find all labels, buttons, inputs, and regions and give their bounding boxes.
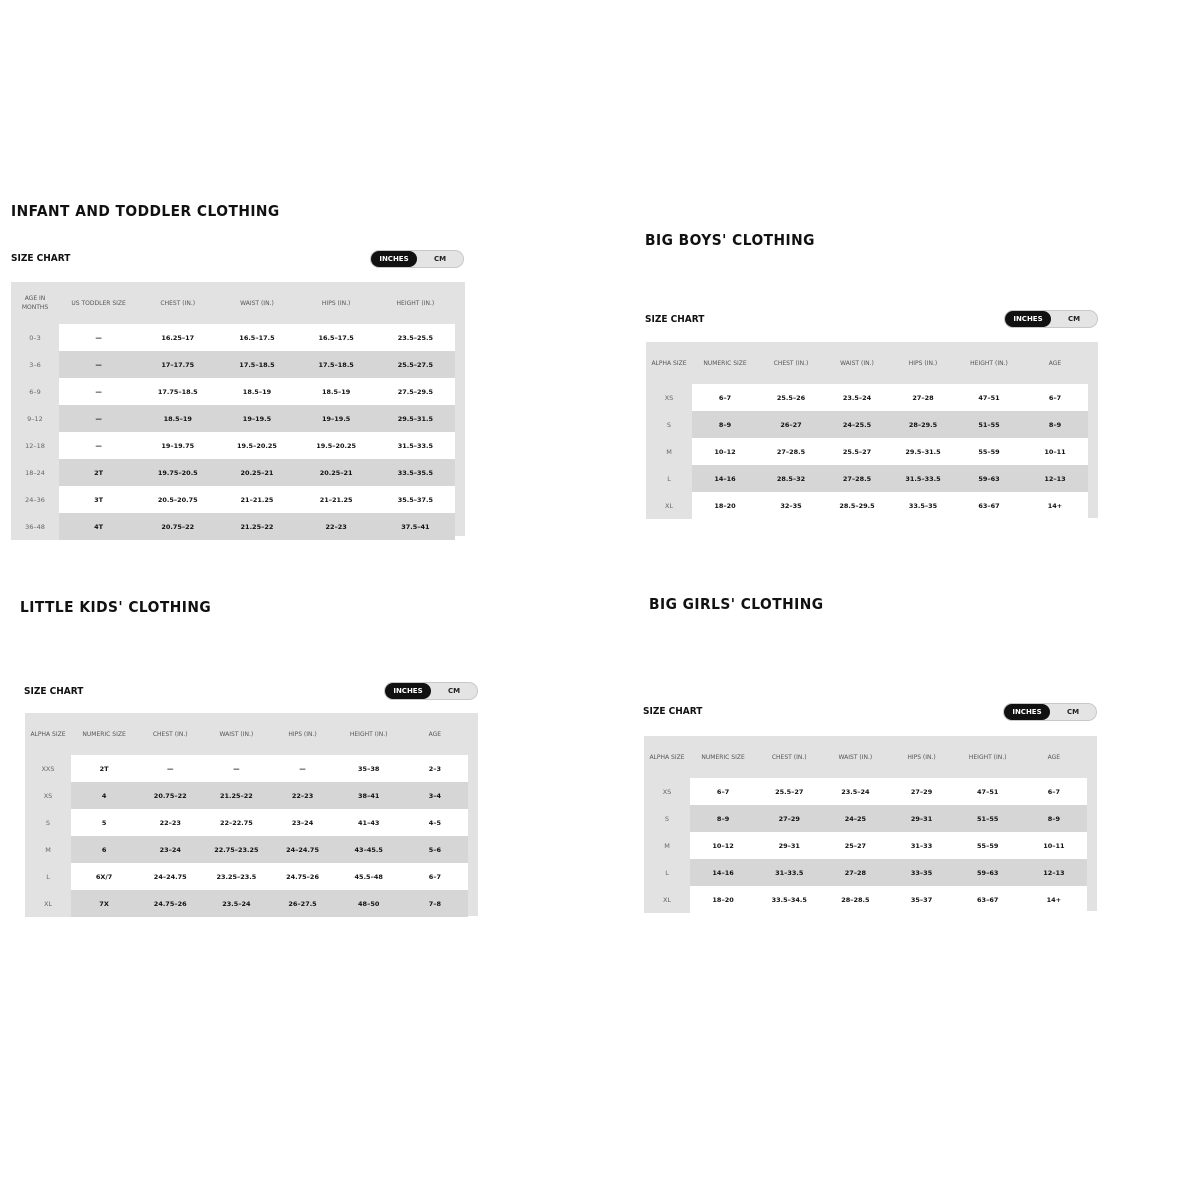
table-cell: 10–11 (1022, 438, 1088, 465)
table-cell: 23.25–23.5 (203, 863, 269, 890)
column-header: NUMERIC SIZE (701, 753, 745, 761)
table-cell: 23–24 (269, 809, 335, 836)
table-row (644, 886, 1087, 913)
table-cell: 6–7 (1022, 384, 1088, 411)
table-cell: 29–31 (756, 832, 822, 859)
table-cell: 19.5–20.25 (217, 432, 296, 459)
size-table-grid (25, 713, 468, 917)
table-cell: 25.5–27.5 (376, 351, 455, 378)
table-cell: 43–45.5 (336, 836, 402, 863)
inches-option[interactable]: INCHES (1005, 311, 1051, 327)
table-cell: 19–19.5 (297, 405, 376, 432)
table-cell: 59–63 (955, 859, 1021, 886)
table-cell: 24–24.75 (269, 836, 335, 863)
table-cell: 23.5–25.5 (376, 324, 455, 351)
row-label-cell: XS (646, 384, 692, 411)
column-header: WAIST (IN.) (219, 730, 254, 738)
column-header: CHEST (IN.) (152, 730, 188, 738)
table-cell: 22.75–23.25 (203, 836, 269, 863)
column-header: AGE (428, 730, 442, 738)
table-cell: 29–31 (888, 805, 954, 832)
table-cell: 37.5–41 (376, 513, 455, 540)
table-cell: 27–28.5 (758, 438, 824, 465)
table-cell: — (59, 351, 138, 378)
size-table (11, 282, 465, 536)
table-cell: 21–21.25 (297, 486, 376, 513)
size-table-grid (11, 282, 455, 540)
table-cell: 45.5–48 (336, 863, 402, 890)
table-cell: 18–20 (692, 492, 758, 519)
table-cell: 6X/7 (71, 863, 137, 890)
column-header: HEIGHT (IN.) (396, 299, 435, 307)
table-cell: 41–43 (336, 809, 402, 836)
table-cell: 12–13 (1021, 859, 1087, 886)
table-cell: 24–24.75 (137, 863, 203, 890)
cm-option[interactable]: CM (1066, 708, 1080, 716)
table-cell: 33.5–35.5 (376, 459, 455, 486)
row-label-cell: M (644, 832, 690, 859)
table-row (11, 378, 455, 405)
table-cell: — (59, 324, 138, 351)
table-cell: 10–12 (692, 438, 758, 465)
table-cell: 31.5–33.5 (376, 432, 455, 459)
table-cell: 27.5–29.5 (376, 378, 455, 405)
size-table (25, 713, 478, 916)
table-cell: 12–13 (1022, 465, 1088, 492)
cm-option[interactable]: CM (1067, 315, 1081, 323)
section-title: LITTLE KIDS' CLOTHING (20, 598, 212, 616)
table-cell: 63–67 (956, 492, 1022, 519)
column-header: HIPS (IN.) (321, 299, 351, 307)
column-header: CHEST (IN.) (160, 299, 196, 307)
row-label-cell: S (25, 809, 71, 836)
section-title: BIG GIRLS' CLOTHING (649, 595, 824, 613)
table-cell: 4–5 (402, 809, 468, 836)
column-header: HIPS (IN.) (907, 753, 936, 761)
row-label-cell: 3–6 (11, 351, 59, 378)
table-cell: 5–6 (402, 836, 468, 863)
table-row (25, 755, 468, 782)
table-cell: 33.5–34.5 (756, 886, 822, 913)
row-label-cell: 6–9 (11, 378, 59, 405)
table-cell: 6–7 (1021, 778, 1087, 805)
column-header: WAIST (IN.) (838, 753, 873, 761)
cm-option[interactable]: CM (433, 255, 447, 263)
row-label-cell: XL (644, 886, 690, 913)
table-cell: 14+ (1021, 886, 1087, 913)
table-cell: 3–4 (402, 782, 468, 809)
table-cell: 25.5–27 (824, 438, 890, 465)
row-label-cell: 9–12 (11, 405, 59, 432)
size-table (644, 736, 1097, 911)
table-cell: 27–29 (888, 778, 954, 805)
table-cell: 18.5–19 (297, 378, 376, 405)
table-cell: 14–16 (692, 465, 758, 492)
table-cell: 55–59 (956, 438, 1022, 465)
section-title: INFANT AND TODDLER CLOTHING (11, 202, 280, 220)
table-cell: 59–63 (956, 465, 1022, 492)
table-row (25, 836, 468, 863)
table-cell: 2T (71, 755, 137, 782)
table-cell: 29.5–31.5 (376, 405, 455, 432)
size-chart-label: SIZE CHART (643, 706, 703, 717)
table-cell: 28.5–29.5 (824, 492, 890, 519)
column-header: NUMERIC SIZE (703, 359, 747, 367)
column-header: CHEST (IN.) (773, 359, 809, 367)
cm-option[interactable]: CM (447, 687, 461, 695)
table-cell: — (59, 405, 138, 432)
table-cell: 19.75–20.5 (138, 459, 217, 486)
table-cell: 18–20 (690, 886, 756, 913)
size-table-grid (646, 342, 1088, 519)
row-label-cell: L (646, 465, 692, 492)
row-label-cell: M (25, 836, 71, 863)
table-cell: 10–12 (690, 832, 756, 859)
row-label-cell: 36–48 (11, 513, 59, 540)
table-cell: 32–35 (758, 492, 824, 519)
table-cell: 14–16 (690, 859, 756, 886)
row-label-cell: 0–3 (11, 324, 59, 351)
row-label-cell: L (25, 863, 71, 890)
table-cell: 2T (59, 459, 138, 486)
table-cell: 20.25–21 (297, 459, 376, 486)
table-cell: 17.5–18.5 (217, 351, 296, 378)
table-row (25, 782, 468, 809)
row-label-cell: 18–24 (11, 459, 59, 486)
table-row (644, 778, 1087, 805)
table-cell: 35.5–37.5 (376, 486, 455, 513)
table-cell: 6–7 (402, 863, 468, 890)
table-cell: 3T (59, 486, 138, 513)
table-row (11, 405, 455, 432)
table-row (646, 384, 1088, 411)
table-cell: 23.5–24 (203, 890, 269, 917)
table-cell: 10–11 (1021, 832, 1087, 859)
row-label-cell: 12–18 (11, 432, 59, 459)
table-cell: 22–23 (269, 782, 335, 809)
size-chart-label: SIZE CHART (24, 686, 84, 697)
table-cell: 27–29 (756, 805, 822, 832)
unit-toggle[interactable] (1004, 310, 1098, 328)
table-cell: 27–28.5 (824, 465, 890, 492)
table-row (25, 809, 468, 836)
table-cell: 55–59 (955, 832, 1021, 859)
row-label-cell: XS (644, 778, 690, 805)
table-cell: 29.5–31.5 (890, 438, 956, 465)
table-cell: 33.5–35 (890, 492, 956, 519)
table-cell: 48–50 (336, 890, 402, 917)
row-label-cell: S (646, 411, 692, 438)
table-cell: 24.75–26 (269, 863, 335, 890)
table-cell: — (59, 432, 138, 459)
table-cell: 25.5–27 (756, 778, 822, 805)
column-header: WAIST (IN.) (240, 299, 274, 307)
table-cell: 23.5–24 (824, 384, 890, 411)
table-cell: 19–19.5 (217, 405, 296, 432)
table-row (11, 324, 455, 351)
table-cell: 20.5–20.75 (138, 486, 217, 513)
table-header-row (644, 736, 1087, 778)
table-cell: 4 (71, 782, 137, 809)
table-cell: 31–33 (888, 832, 954, 859)
table-row (646, 492, 1088, 519)
table-cell: 8–9 (1021, 805, 1087, 832)
table-cell: 7X (71, 890, 137, 917)
table-cell: 31–33.5 (756, 859, 822, 886)
row-label-cell: L (644, 859, 690, 886)
table-cell: 8–9 (690, 805, 756, 832)
table-cell: 22–22.75 (203, 809, 269, 836)
table-cell: 28–29.5 (890, 411, 956, 438)
table-cell: 6 (71, 836, 137, 863)
table-cell: 2–3 (402, 755, 468, 782)
table-cell: 24–25.5 (824, 411, 890, 438)
size-chart-label: SIZE CHART (11, 253, 71, 264)
table-cell: 19–19.75 (138, 432, 217, 459)
table-row (11, 459, 455, 486)
inches-option[interactable]: INCHES (1004, 704, 1050, 720)
column-header: ALPHA SIZE (651, 359, 687, 367)
column-header: ALPHA SIZE (30, 730, 66, 738)
table-cell: 38–41 (336, 782, 402, 809)
table-cell: 22–23 (297, 513, 376, 540)
column-header: NUMERIC SIZE (82, 730, 126, 738)
table-header-row (646, 342, 1088, 384)
row-label-cell: XL (25, 890, 71, 917)
row-label-cell: XXS (25, 755, 71, 782)
size-table (646, 342, 1098, 518)
table-cell: 23.5–24 (822, 778, 888, 805)
table-cell: 20.25–21 (217, 459, 296, 486)
section-title: BIG BOYS' CLOTHING (645, 231, 815, 249)
column-header: AGE (1048, 359, 1062, 367)
column-header: WAIST (IN.) (840, 359, 874, 367)
column-header: HEIGHT (IN.) (349, 730, 388, 738)
table-cell: 6–7 (692, 384, 758, 411)
table-row (646, 465, 1088, 492)
table-cell: 35–38 (336, 755, 402, 782)
table-cell: 16.5–17.5 (217, 324, 296, 351)
table-cell: 24.75–26 (137, 890, 203, 917)
table-cell: 47–51 (956, 384, 1022, 411)
table-cell: 51–55 (956, 411, 1022, 438)
table-row (11, 432, 455, 459)
table-row (646, 438, 1088, 465)
table-row (644, 805, 1087, 832)
table-row (11, 486, 455, 513)
size-table-grid (644, 736, 1087, 913)
table-cell: 20.75–22 (138, 513, 217, 540)
column-header: CHEST (IN.) (771, 753, 807, 761)
row-label-cell: XS (25, 782, 71, 809)
table-cell: 27–28 (890, 384, 956, 411)
table-cell: 35–37 (888, 886, 954, 913)
unit-toggle[interactable] (1003, 703, 1097, 721)
column-header: HIPS (IN.) (288, 730, 317, 738)
table-row (11, 351, 455, 378)
table-row (25, 890, 468, 917)
table-cell: 23–24 (137, 836, 203, 863)
table-cell: 8–9 (692, 411, 758, 438)
table-cell: 63–67 (955, 886, 1021, 913)
column-header: US TODDLER SIZE (71, 299, 126, 307)
table-cell: 27–28 (822, 859, 888, 886)
table-cell: — (269, 755, 335, 782)
table-row (25, 863, 468, 890)
table-cell: — (59, 378, 138, 405)
table-cell: 26–27 (758, 411, 824, 438)
table-cell: 18.5–19 (138, 405, 217, 432)
table-cell: 21.25–22 (203, 782, 269, 809)
table-cell: 21–21.25 (217, 486, 296, 513)
table-cell: — (137, 755, 203, 782)
table-cell: 20.75–22 (137, 782, 203, 809)
table-cell: 16.5–17.5 (297, 324, 376, 351)
table-row (644, 859, 1087, 886)
table-cell: 25.5–26 (758, 384, 824, 411)
row-label-cell: 24–36 (11, 486, 59, 513)
table-cell: 25–27 (822, 832, 888, 859)
inches-option[interactable]: INCHES (371, 251, 417, 267)
table-cell: 14+ (1022, 492, 1088, 519)
table-row (11, 513, 455, 540)
table-cell: 19.5–20.25 (297, 432, 376, 459)
size-chart-label: SIZE CHART (645, 314, 705, 325)
table-cell: 26–27.5 (269, 890, 335, 917)
table-cell: 18.5–19 (217, 378, 296, 405)
table-cell: 17–17.75 (138, 351, 217, 378)
unit-toggle[interactable] (370, 250, 464, 268)
table-cell: 4T (59, 513, 138, 540)
table-cell: 22–23 (137, 809, 203, 836)
table-row (646, 411, 1088, 438)
table-cell: 31.5–33.5 (890, 465, 956, 492)
column-header: AGE (1047, 753, 1061, 761)
table-cell: 51–55 (955, 805, 1021, 832)
table-cell: 21.25–22 (217, 513, 296, 540)
table-cell: 6–7 (690, 778, 756, 805)
table-cell: — (203, 755, 269, 782)
column-header: AGE IN MONTHS (21, 295, 49, 311)
table-cell: 24–25 (822, 805, 888, 832)
row-label-cell: S (644, 805, 690, 832)
column-header: HEIGHT (IN.) (970, 359, 1008, 367)
table-cell: 8–9 (1022, 411, 1088, 438)
table-cell: 33–35 (888, 859, 954, 886)
table-header-row (11, 282, 455, 324)
table-row (644, 832, 1087, 859)
column-header: ALPHA SIZE (649, 753, 685, 761)
row-label-cell: M (646, 438, 692, 465)
table-cell: 47–51 (955, 778, 1021, 805)
table-cell: 5 (71, 809, 137, 836)
table-cell: 17.75–18.5 (138, 378, 217, 405)
table-cell: 16.25–17 (138, 324, 217, 351)
inches-option[interactable]: INCHES (385, 683, 431, 699)
table-cell: 17.5–18.5 (297, 351, 376, 378)
row-label-cell: XL (646, 492, 692, 519)
table-cell: 28–28.5 (822, 886, 888, 913)
table-cell: 7–8 (402, 890, 468, 917)
column-header: HIPS (IN.) (908, 359, 938, 367)
table-header-row (25, 713, 468, 755)
column-header: HEIGHT (IN.) (968, 753, 1007, 761)
table-cell: 28.5–32 (758, 465, 824, 492)
unit-toggle[interactable] (384, 682, 478, 700)
